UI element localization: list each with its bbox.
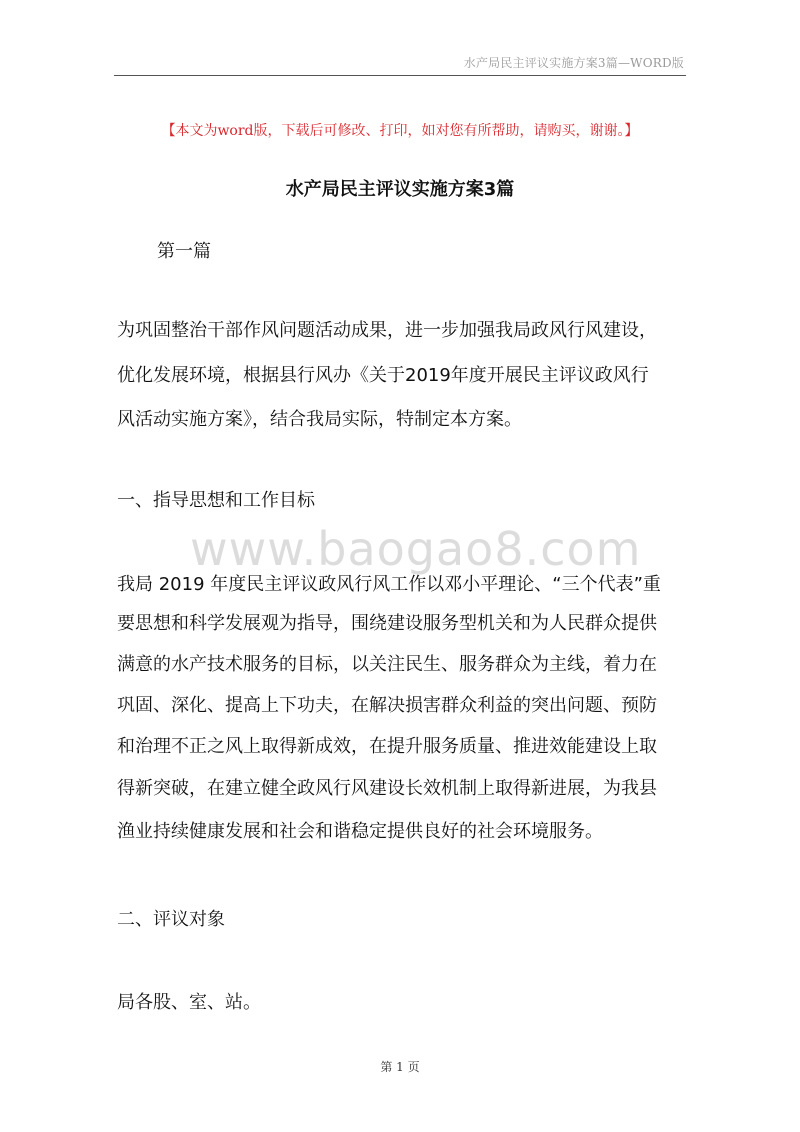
part-label: 第一篇 bbox=[157, 241, 211, 262]
section-heading-guiding-ideology: 一、指导思想和工作目标 bbox=[117, 490, 315, 511]
paragraph-line: 要思想和科学发展观为指导，围绕建设服务型机关和为人民群众提供 bbox=[117, 613, 657, 634]
paragraph-line: 巩固、深化、提高上下功夫，在解决损害群众利益的突出问题、预防 bbox=[117, 695, 657, 716]
document-title: 水产局民主评议实施方案3篇 bbox=[285, 179, 515, 200]
paragraph-line: 满意的水产技术服务的目标，以关注民生、服务群众为主线，着力在 bbox=[117, 654, 657, 675]
header-divider bbox=[114, 75, 686, 76]
section-heading-review-targets: 二、评议对象 bbox=[117, 909, 225, 930]
review-targets-text: 局各股、室、站。 bbox=[117, 992, 261, 1013]
purchase-notice: 【本文为word版，下载后可修改、打印，如对您有所帮助，请购买，谢谢。】 bbox=[161, 123, 639, 139]
running-header: 水产局民主评议实施方案3篇—WORD版 bbox=[463, 56, 684, 70]
paragraph-line: 我局 2019 年度民主评议政风行风工作以邓小平理论、“三个代表”重 bbox=[117, 574, 661, 595]
page-number: 第 1 页 bbox=[380, 1060, 420, 1074]
paragraph-line: 渔业持续健康发展和社会和谐稳定提供良好的社会环境服务。 bbox=[117, 821, 603, 842]
paragraph-line: 得新突破，在建立健全政风行风建设长效机制上取得新进展，为我县 bbox=[117, 778, 657, 799]
paragraph-line: 风活动实施方案》，结合我局实际，特制定本方案。 bbox=[117, 409, 522, 430]
paragraph-line: 和治理不正之风上取得新成效，在提升服务质量、推进效能建设上取 bbox=[117, 736, 657, 757]
paragraph-line: 优化发展环境，根据县行风办《关于2019年度开展民主评议政风行 bbox=[117, 365, 649, 386]
watermark: www.baogao8.com bbox=[190, 522, 642, 576]
paragraph-line: 为巩固整治干部作风问题活动成果，进一步加强我局政风行风建设， bbox=[117, 320, 657, 341]
